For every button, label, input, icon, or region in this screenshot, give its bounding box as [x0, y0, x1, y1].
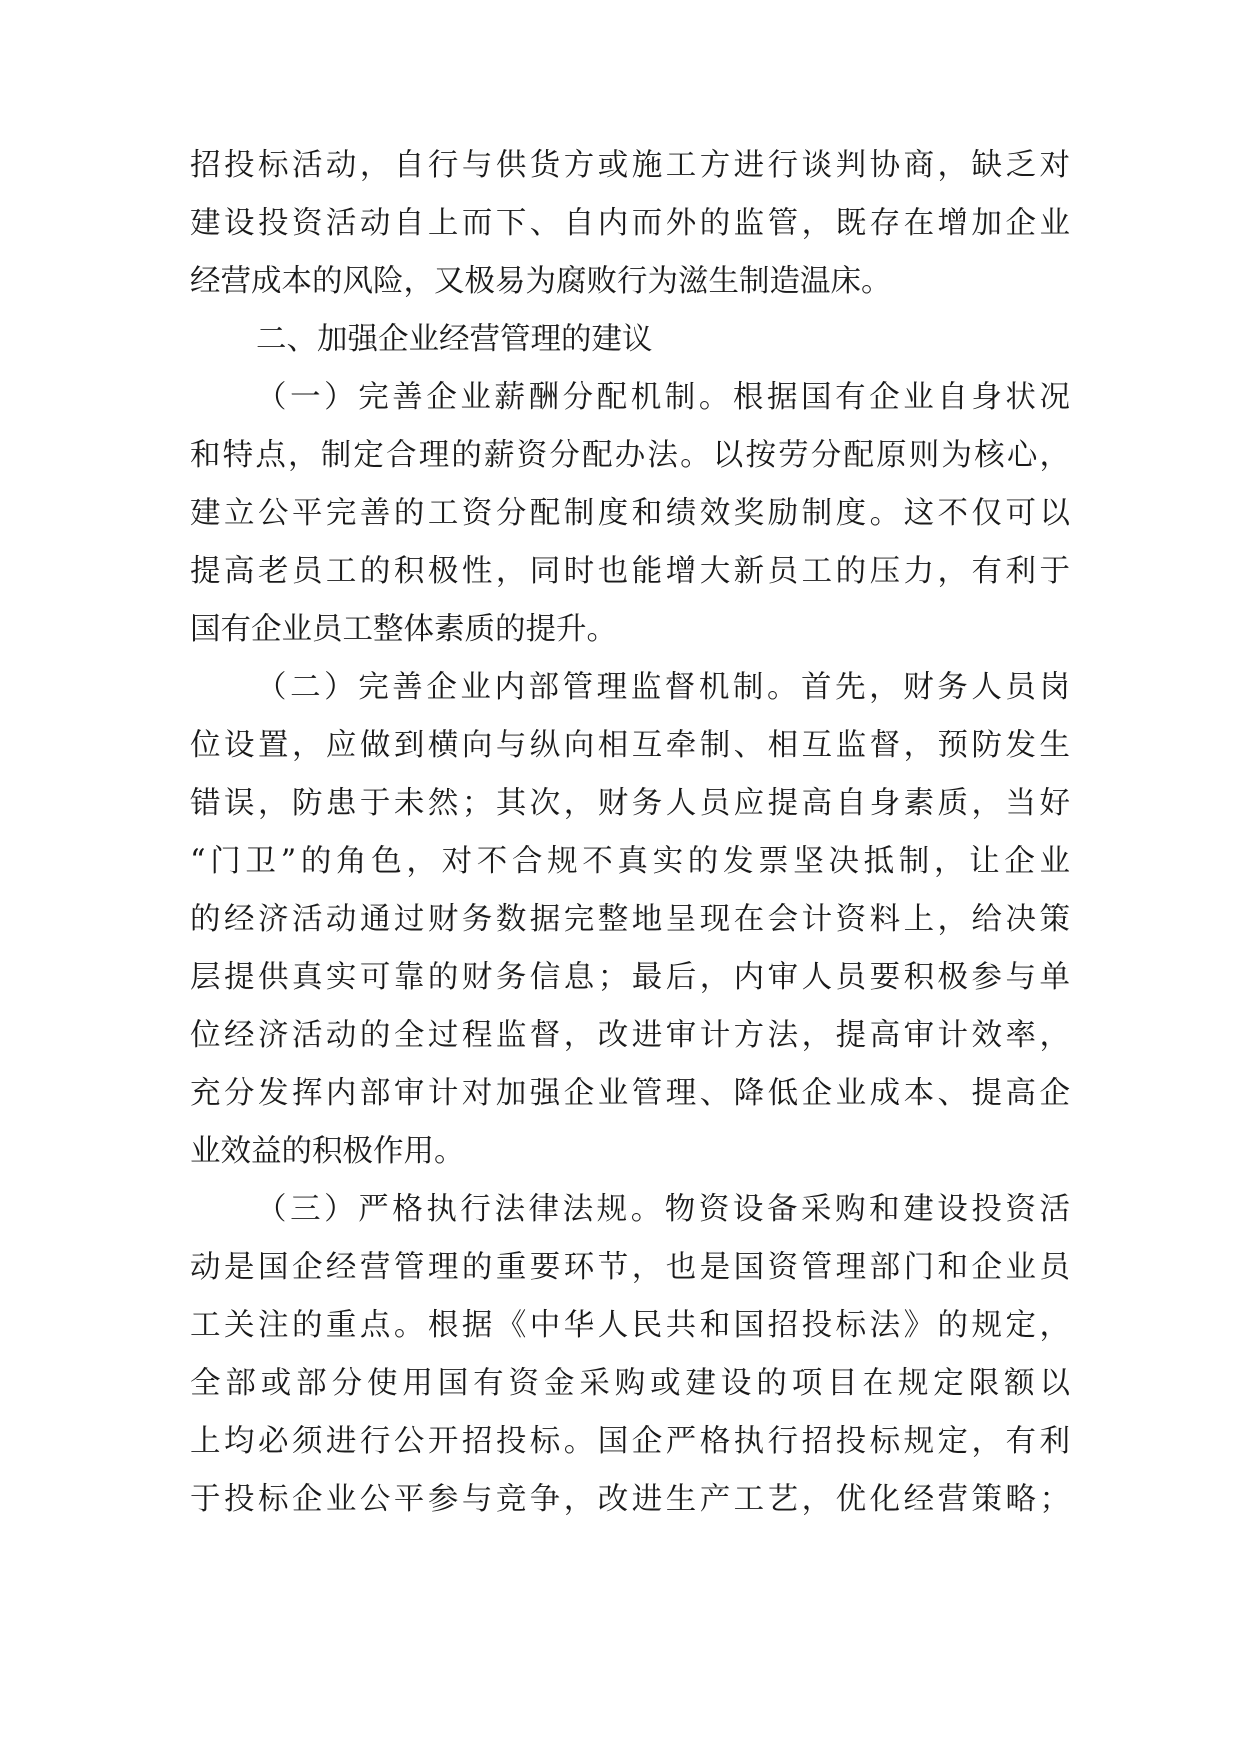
text-line: 经营成本的风险，又极易为腐败行为滋生制造温床。 — [190, 264, 892, 299]
text-line: 充分发挥内部审计对加强企业管理、降低企业成本、提高企 — [190, 1076, 1070, 1111]
text-line: 于投标企业公平参与竞争，改进生产工艺，优化经营策略； — [190, 1482, 1070, 1517]
subsection-heading-line: （一）完善企业薪酬分配机制。根据国有企业自身状况 — [256, 380, 1070, 415]
text-line: 层提供真实可靠的财务信息；最后，内审人员要积极参与单 — [190, 960, 1070, 995]
text-line: 上均必须进行公开招投标。国企严格执行招投标规定，有利 — [190, 1424, 1070, 1459]
text-line: 业效益的积极作用。 — [190, 1134, 465, 1169]
text-line: 动是国企经营管理的重要环节，也是国资管理部门和企业员 — [190, 1250, 1070, 1285]
subsection-heading-line: （二）完善企业内部管理监督机制。首先，财务人员岗 — [256, 670, 1070, 705]
text-line: 错误，防患于未然；其次，财务人员应提高自身素质，当好 — [190, 786, 1070, 821]
text-line: 位经济活动的全过程监督，改进审计方法，提高审计效率， — [190, 1018, 1070, 1053]
subsection-heading-line: （三）严格执行法律法规。物资设备采购和建设投资活 — [256, 1192, 1070, 1227]
text-line: 的经济活动通过财务数据完整地呈现在会计资料上，给决策 — [190, 902, 1070, 937]
text-line: 建设投资活动自上而下、自内而外的监管，既存在增加企业 — [190, 206, 1070, 241]
text-line: 全部或部分使用国有资金采购或建设的项目在规定限额以 — [190, 1366, 1070, 1401]
section-heading: 二、加强企业经营管理的建议 — [256, 322, 653, 357]
text-line: 招投标活动，自行与供货方或施工方进行谈判协商，缺乏对 — [190, 148, 1070, 183]
text-line: 建立公平完善的工资分配制度和绩效奖励制度。这不仅可以 — [190, 496, 1070, 531]
text-line: “门卫”的角色，对不合规不真实的发票坚决抵制，让企业 — [190, 844, 1070, 879]
text-line: 工关注的重点。根据《中华人民共和国招投标法》的规定， — [190, 1308, 1070, 1343]
text-line: 和特点，制定合理的薪资分配办法。以按劳分配原则为核心， — [190, 438, 1070, 473]
text-line: 提高老员工的积极性，同时也能增大新员工的压力，有利于 — [190, 554, 1070, 589]
text-line: 位设置，应做到横向与纵向相互牵制、相互监督，预防发生 — [190, 728, 1070, 763]
text-line: 国有企业员工整体素质的提升。 — [190, 612, 617, 647]
